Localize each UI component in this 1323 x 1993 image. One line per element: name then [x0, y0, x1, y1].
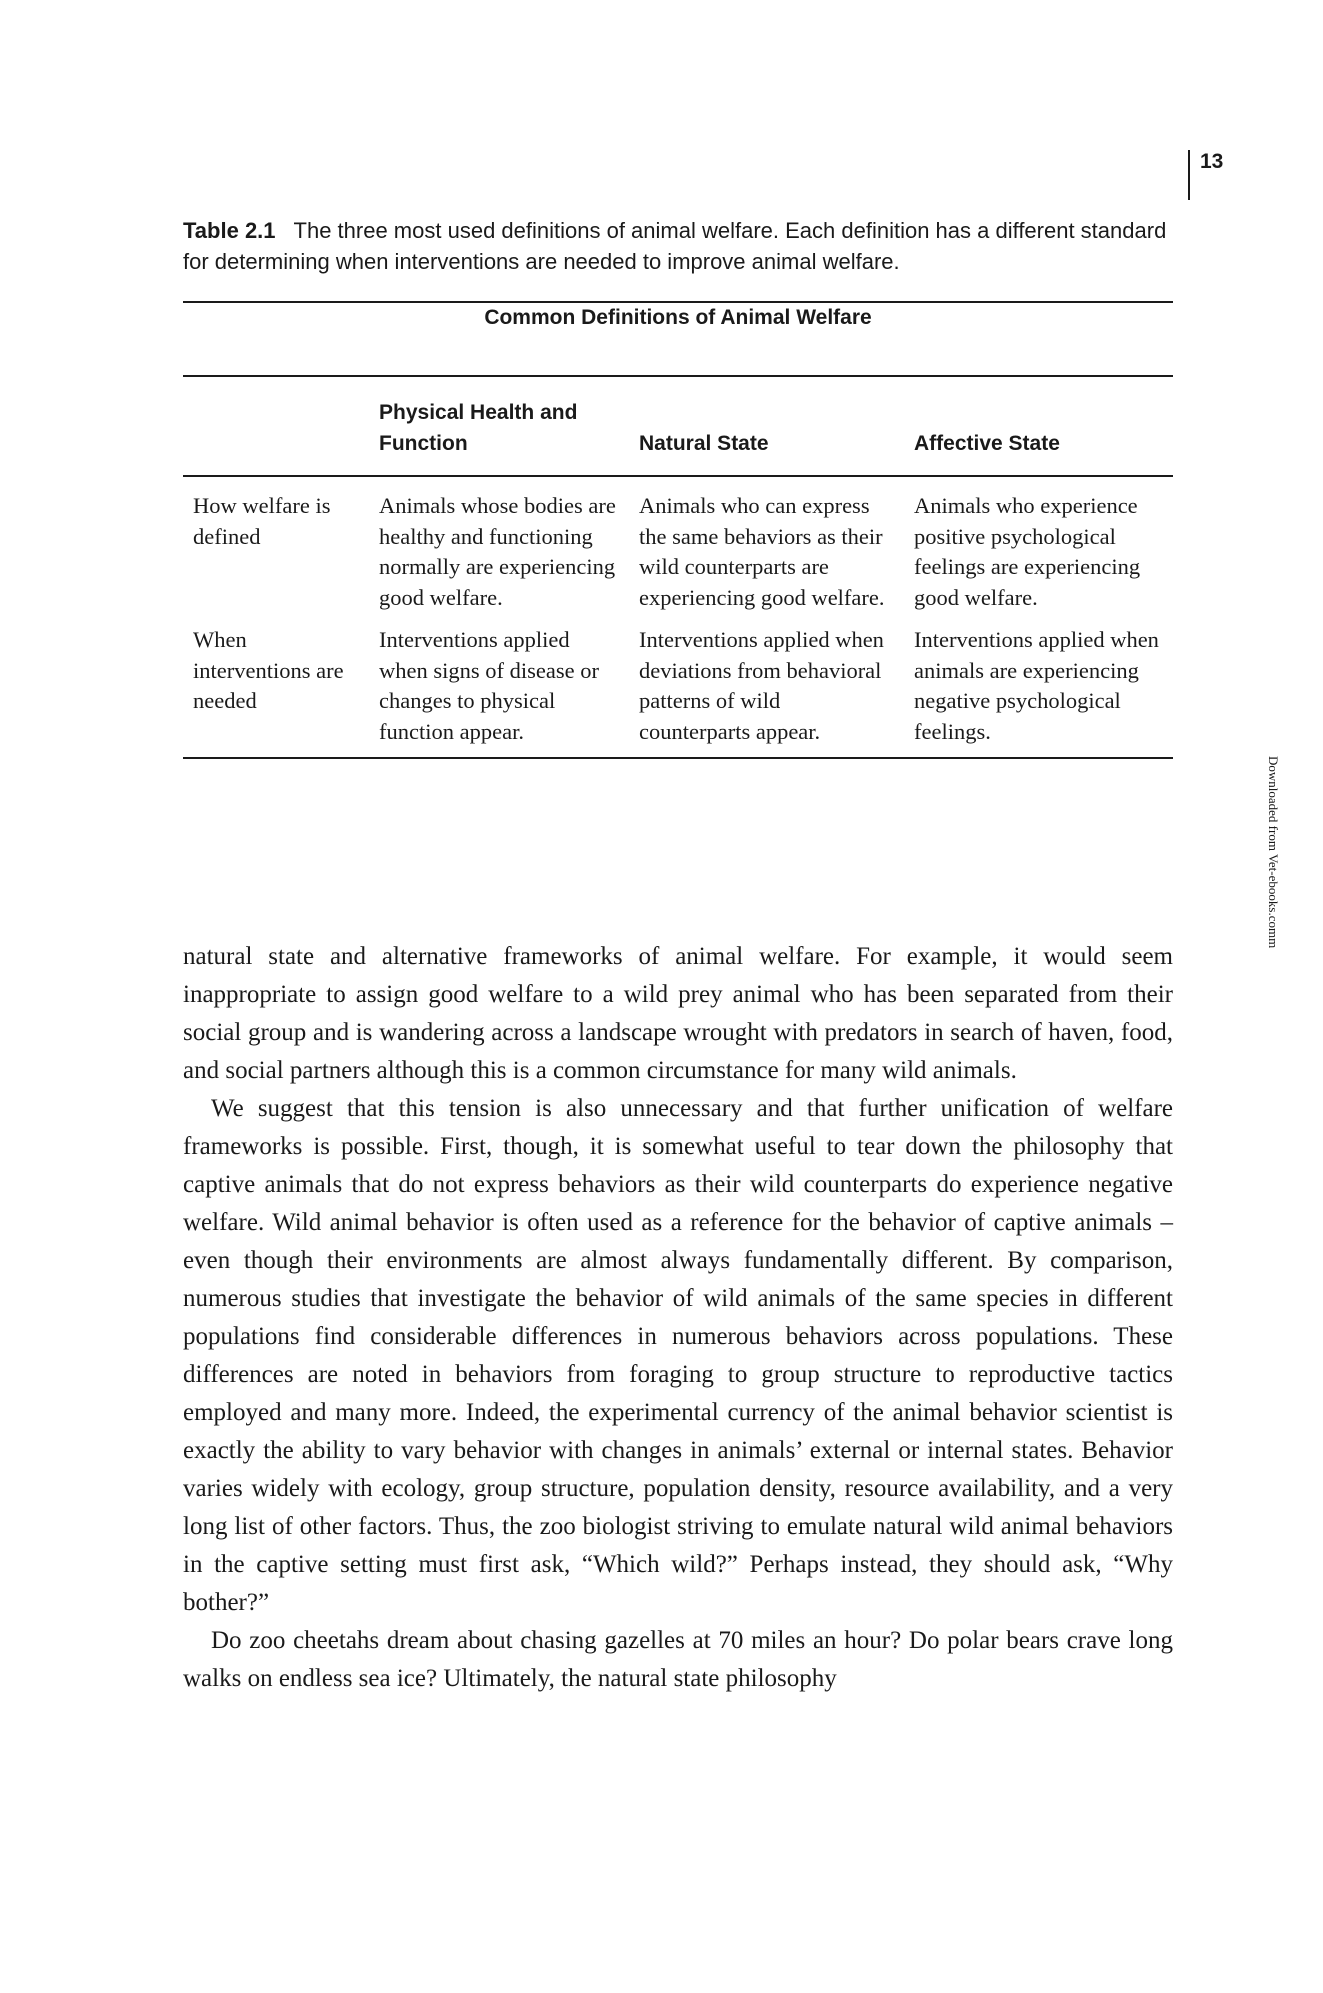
table-cell: Animals who can express the same behaviors as their wild counterparts are experiencing good welfare.	[639, 493, 885, 610]
row-label: When interventions are needed	[193, 627, 344, 713]
table-cell: Interventions applied when animals are experiencing negative psychological feelings.	[914, 627, 1159, 744]
table-cell: Interventions applied when signs of disease or changes to physical function appear.	[379, 627, 599, 744]
table-cell: Interventions applied when deviations from behavioral patterns of wild counterparts appear.	[639, 627, 884, 744]
row-label: How welfare is defined	[193, 493, 331, 549]
column-header-physical-health: Physical Health and Function	[379, 401, 578, 455]
column-header-empty	[183, 376, 369, 476]
table-caption	[183, 215, 1173, 277]
table-cell: Animals who experience positive psychological feelings are experiencing good welfare.	[914, 493, 1141, 610]
table-caption-text: The three most used definitions of animal welfare. Each definition has a different standard for determining when interventions are needed to improve animal welfare.	[183, 218, 1167, 274]
download-watermark: Downloaded from Vet-ebooks.comm	[1266, 756, 1281, 949]
definitions-table	[183, 301, 1173, 759]
paragraph: Do zoo cheetahs dream about chasing gazelles at 70 miles an hour? Do polar bears crave long walks on endless sea ice? Ultimately, the natural state philosophy	[183, 1627, 1173, 1692]
table-row	[183, 476, 1173, 625]
body-text	[183, 938, 1173, 1698]
column-header-natural-state: Natural State	[639, 432, 769, 455]
paragraph: natural state and alternative frameworks of animal welfare. For example, it would seem inappropriate to assign good welfare to a wild prey animal who has been separated from their social group and is wandering across a landscape wrought with predators in search of haven, food, and social partners although this is a common circumstance for many wild animals.	[183, 943, 1173, 1084]
column-header-affective-state: Affective State	[914, 432, 1060, 455]
table-row	[183, 625, 1173, 758]
table-caption-label: Table 2.1	[183, 218, 276, 243]
table-cell: Animals whose bodies are healthy and functioning normally are experiencing good welfare.	[379, 493, 616, 610]
page-number: 13	[1188, 150, 1248, 200]
paragraph: We suggest that this tension is also unnecessary and that further unification of welfare frameworks is possible. First, though, it is somewhat useful to tear down the philosophy that captive animals that do not express behaviors as their wild counterparts do experience negative welfare. Wild animal behavior is often used as a reference for the behavior of captive animals – even though their environments are almost always fundamentally different. By comparison, numerous studies that investigate the behavior of wild animals of the same species in different populations find considerable differences in numerous behaviors across populations. These differences are noted in behaviors from foraging to group structure to reproductive tactics employed and many more. Indeed, the experimental currency of the animal behavior scientist is exactly the ability to vary behavior with changes in animals’ external or internal states. Behavior varies widely with ecology, group structure, population density, resource availability, and a very long list of other factors. Thus, the zoo biologist striving to emulate natural wild animal behaviors in the captive setting must first ask, “Which wild?” Perhaps instead, they should ask, “Why bother?”	[183, 1095, 1173, 1616]
table-heading: Common Definitions of Animal Welfare	[484, 306, 872, 329]
